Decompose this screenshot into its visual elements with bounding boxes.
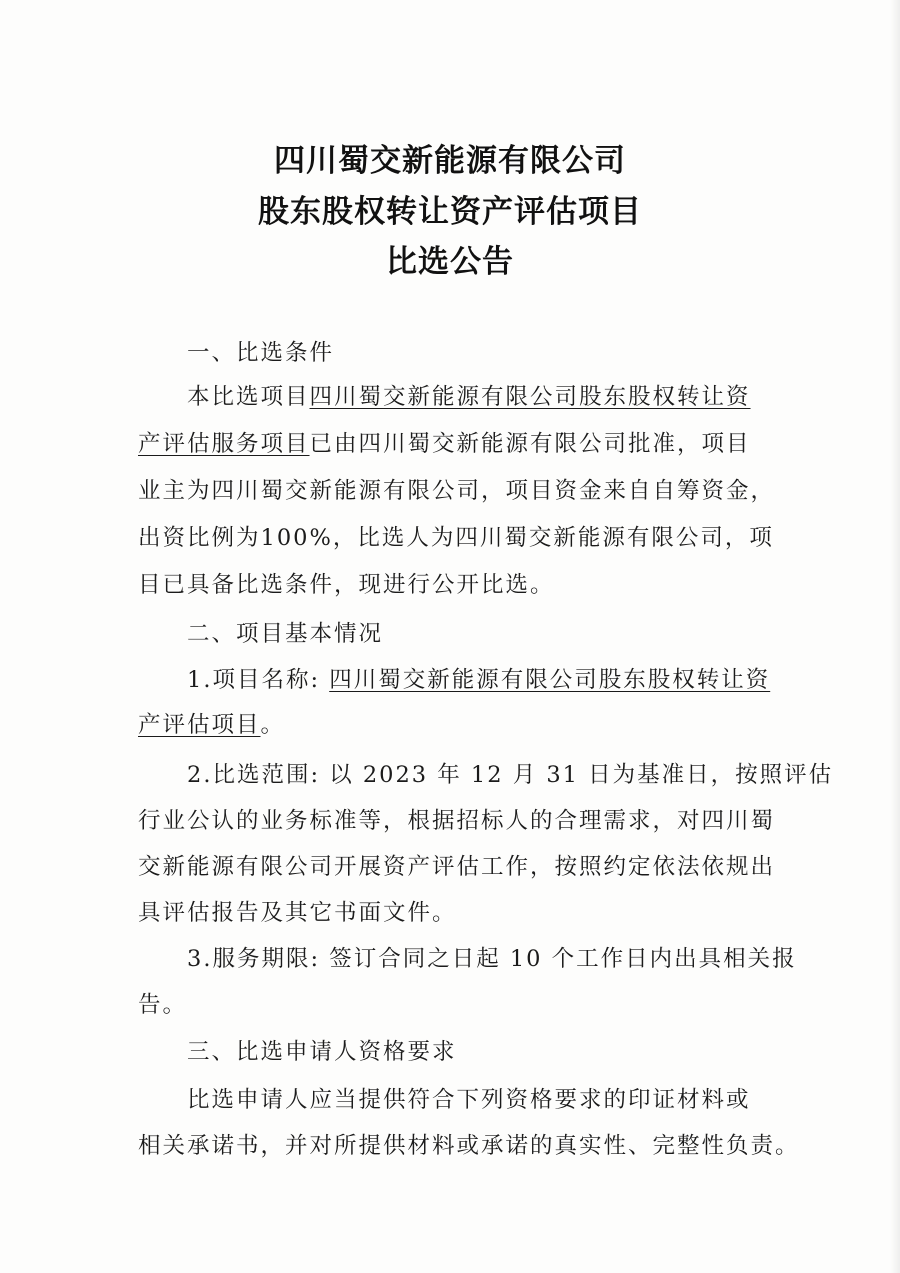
project-name-underlined: 四川蜀交新能源有限公司股东股权转让资 <box>309 384 751 410</box>
item1-project-name-underlined: 四川蜀交新能源有限公司股东股权转让资 <box>329 667 771 693</box>
item2-line-1: 2.比选范围: 以 2023 年 12 月 31 日为基准日，按照评估 <box>187 762 834 788</box>
title-line-1: 四川蜀交新能源有限公司 <box>274 143 626 179</box>
project-name-underlined-cont: 产评估服务项目 <box>138 431 310 457</box>
item1-period: 。 <box>260 712 286 738</box>
section1-paragraph-line-5: 目已具备比选条件，现进行公开比选。 <box>138 572 555 598</box>
item1-line-1 <box>187 665 770 695</box>
item1-project-name-underlined-cont: 产评估项目 <box>138 712 261 738</box>
item2-line-3: 交新能源有限公司开展资产评估工作，按照约定依法依规出 <box>138 854 776 880</box>
item3-line-2: 告。 <box>138 992 188 1018</box>
title-line-2: 股东股权转让资产评估项目 <box>258 194 642 230</box>
item1-label: 1.项目名称: <box>187 667 330 693</box>
section3-heading: 三、比选申请人资格要求 <box>187 1039 457 1065</box>
item1-line-2 <box>138 710 285 740</box>
section1-paragraph-line-1 <box>187 382 751 412</box>
item2-line-4: 具评估报告及其它书面文件。 <box>138 900 457 926</box>
item3-line-1: 3.服务期限: 签订合同之日起 10 个工作日内出具相关报 <box>187 946 797 972</box>
section1-heading: 一、比选条件 <box>187 340 335 366</box>
section1-paragraph-line-4: 出资比例为100%，比选人为四川蜀交新能源有限公司，项 <box>138 525 774 551</box>
scan-edge-shadow <box>890 0 900 1273</box>
section3-paragraph-line-2: 相关承诺书，并对所提供材料或承诺的真实性、完整性负责。 <box>138 1133 800 1159</box>
section1-text: 已由四川蜀交新能源有限公司批准，项目 <box>309 431 751 457</box>
section2-heading: 二、项目基本情况 <box>187 621 384 647</box>
item2-line-2: 行业公认的业务标准等，根据招标人的合理需求，对四川蜀 <box>138 808 776 834</box>
section1-text: 本比选项目 <box>187 384 310 410</box>
section1-paragraph-line-2 <box>138 429 751 459</box>
title-line-3: 比选公告 <box>386 244 514 280</box>
section3-paragraph-line-1: 比选申请人应当提供符合下列资格要求的印证材料或 <box>187 1087 751 1113</box>
section1-paragraph-line-3: 业主为四川蜀交新能源有限公司，项目资金来自自筹资金， <box>138 478 776 504</box>
